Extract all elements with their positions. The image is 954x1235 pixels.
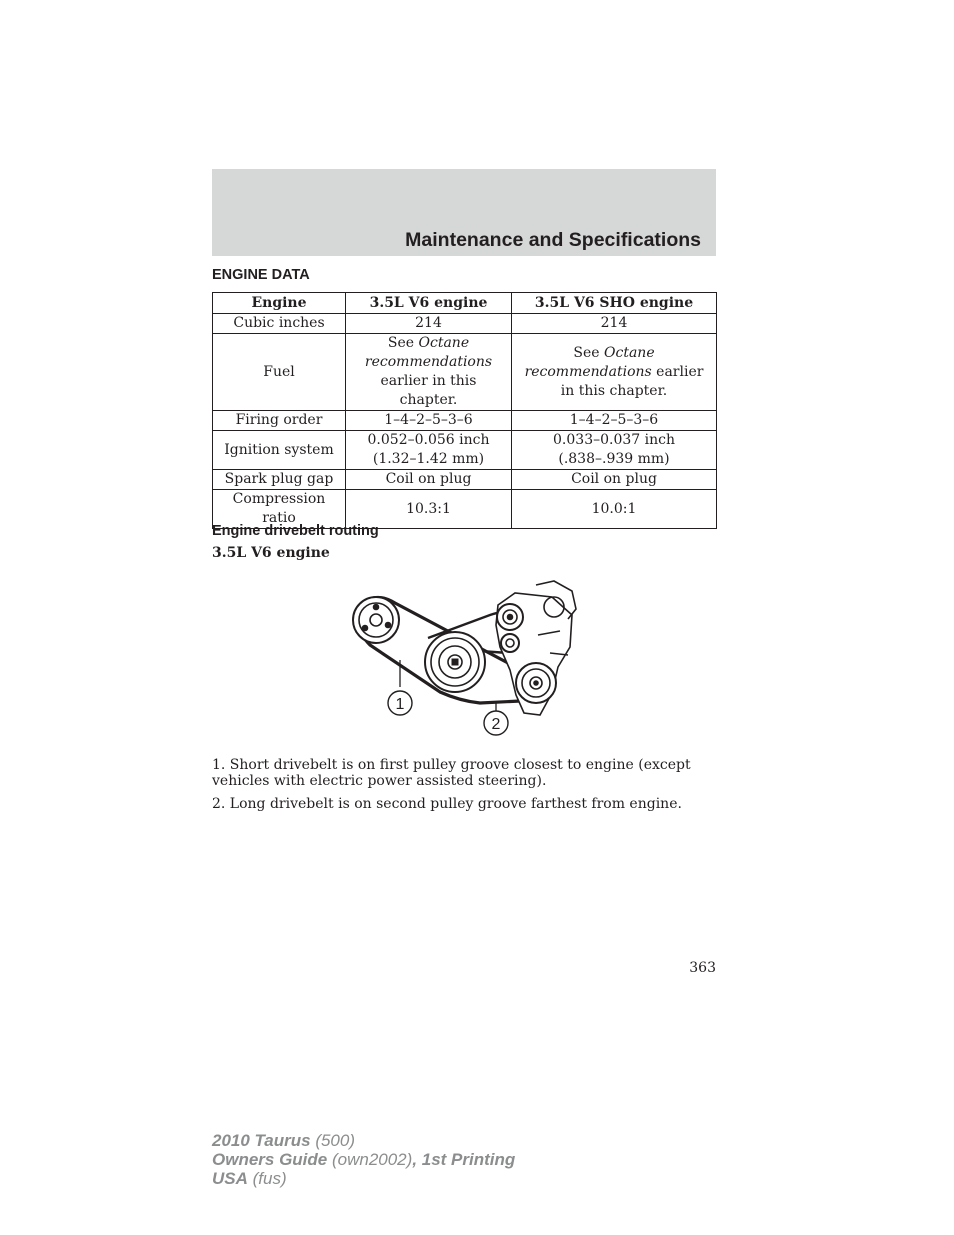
cell-text: See <box>573 344 605 361</box>
footer-line-3 <box>212 1169 515 1188</box>
footer-line-1 <box>212 1131 515 1150</box>
page-number: 363 <box>689 960 716 976</box>
table-cell <box>512 431 717 470</box>
page-title: Maintenance and Specifications <box>405 229 701 251</box>
table-row <box>213 470 717 490</box>
cell-line: (.838–.939 mm) <box>558 451 670 467</box>
table-header-row <box>213 293 717 314</box>
callout-1 <box>388 691 412 715</box>
footer-guide: Owners Guide <box>212 1150 328 1169</box>
footer-model: 2010 Taurus <box>212 1131 311 1150</box>
pulley-left <box>353 597 399 643</box>
column-header: Engine <box>213 293 346 314</box>
engine-data-table <box>212 292 717 529</box>
footer-market: USA <box>212 1169 248 1188</box>
cell-italic-text: Octane recommendations <box>364 335 493 370</box>
table-cell: Coil on plug <box>512 470 717 490</box>
table-cell <box>346 431 512 470</box>
cell-line: 0.052–0.056 inch <box>367 432 490 448</box>
cell-text: earlier in this chapter. <box>560 363 704 399</box>
cell-text: See <box>387 335 419 351</box>
table-cell: Coil on plug <box>346 470 512 490</box>
row-label: Ignition system <box>213 431 346 470</box>
row-label: Spark plug gap <box>213 470 346 490</box>
footer-line-2 <box>212 1150 515 1169</box>
table-cell <box>512 334 717 411</box>
table-cell: 214 <box>346 314 512 334</box>
table-cell: 10.0:1 <box>512 490 717 529</box>
row-label: Firing order <box>213 411 346 431</box>
section-heading: ENGINE DATA <box>212 267 310 283</box>
note-1: 1. Short drivebelt is on first pulley groove closest to engine (except vehicles with electric power assisted steering). <box>212 757 691 789</box>
table-cell <box>346 334 512 411</box>
cell-italic-text: Octane recommendations <box>524 344 655 380</box>
footer-market-code: (fus) <box>247 1169 287 1188</box>
table-cell: 10.3:1 <box>346 490 512 529</box>
footer-printing: , 1st Printing <box>412 1150 516 1169</box>
table-row <box>213 411 717 431</box>
subsection-heading: Engine drivebelt routing <box>212 523 379 539</box>
table-row <box>213 431 717 470</box>
table-cell: 1–4–2–5–3–6 <box>346 411 512 431</box>
footer <box>212 1131 515 1188</box>
table-row <box>213 334 717 411</box>
pulley-idler <box>501 634 519 652</box>
table-cell: 1–4–2–5–3–6 <box>512 411 717 431</box>
cell-text: earlier in this chapter. <box>380 373 477 408</box>
drivebelt-routing-diagram <box>340 575 590 740</box>
footer-guide-code: (own2002) <box>327 1150 413 1169</box>
row-label: Fuel <box>213 334 346 411</box>
column-header: 3.5L V6 SHO engine <box>512 293 717 314</box>
engine-label: 3.5L V6 engine <box>212 545 330 561</box>
callout-1-label: 1 <box>395 696 405 713</box>
footer-model-code: (500) <box>310 1131 356 1150</box>
row-label: Cubic inches <box>213 314 346 334</box>
pulley-crankshaft <box>425 632 485 692</box>
callout-2-label: 2 <box>491 716 501 733</box>
callout-2 <box>484 711 508 735</box>
cell-line: 0.033–0.037 inch <box>553 432 675 448</box>
column-header: 3.5L V6 engine <box>346 293 512 314</box>
table-row <box>213 314 717 334</box>
table-cell: 214 <box>512 314 717 334</box>
row-label: Compression ratio <box>213 490 346 529</box>
pulley-right <box>516 663 556 703</box>
cell-line: (1.32–1.42 mm) <box>372 451 485 467</box>
header-band <box>212 169 716 256</box>
pulley-tensioner <box>497 604 523 630</box>
note-2: 2. Long drivebelt is on second pulley groove farthest from engine. <box>212 796 682 812</box>
